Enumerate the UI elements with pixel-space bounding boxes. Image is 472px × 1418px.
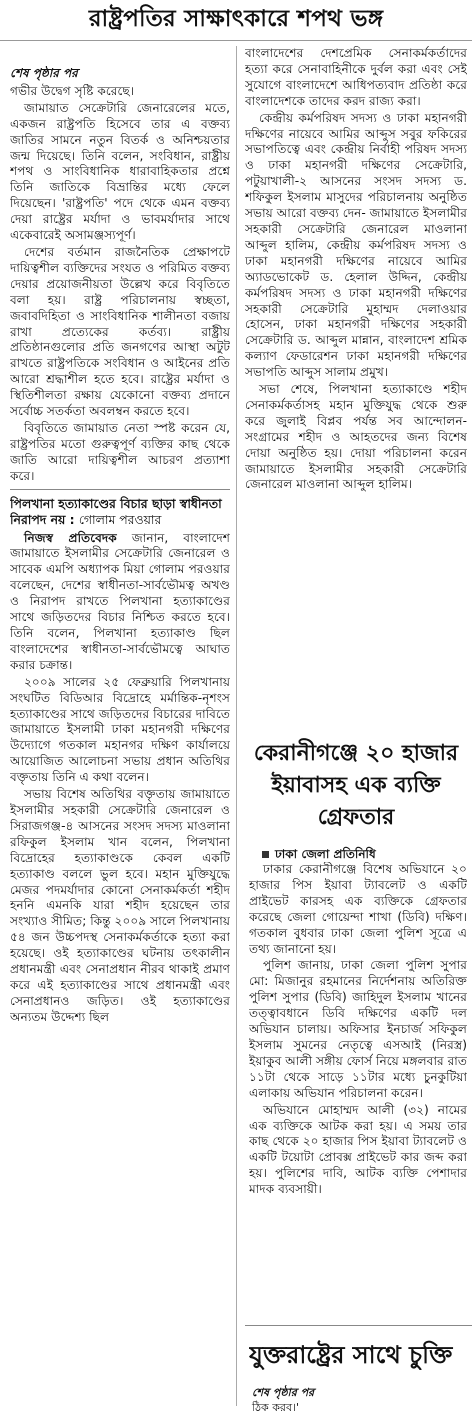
story1b-byline: নিজস্ব প্রতিবেদক [24,530,117,545]
story1c-paragraph-3: সভা শেষে, পিলখানা হত্যাকাণ্ডে শহীদ সেনাকর্মকর্তাসহ মহান মুক্তিযুদ্ধ থেকে শুরু করে জুলাই বিপ্লব পর্যন্ত সব আন্দোলন-সংগ্রামের শহীদ ও আহতদের জন্য বিশেষ দোয়া অনুষ্ঠিত হয়। দোয়া পরিচালনা করেন জামায়াতে ইসলামীর সহকারী সেক্রেটারি জেনারেল মাওলানা আব্দুল হালিম। [245,382,467,492]
story2-headline: কেরানীগঞ্জে ২০ হাজার ইয়াবাসহ এক ব্যক্তি গ্রেফতার [253,741,459,830]
story1b-paragraph-3: সভায় বিশেষ অতিথির বক্তৃতায় জামায়াতে ইসলামীর সহকারী সেক্রেটারি জেনারেল ও সিরাজগঞ্জ-৪ আসনের সংসদ সদস্য মাওলানা রফিকুল ইসলাম খান বলেন, পিলখানা বিদ্রোহের হত্যাকাণ্ডকে কেবল একটি হত্যাকাণ্ড বললে ভুল হবে। মহান মুক্তিযুদ্ধে মেজর পদমর্যাদার কোনো সেনাকর্মকর্তা শহীদ হননি এমনকি যারা শহীদ হয়েছেন তার সংখ্যাও সীমিত; কিন্তু ২০০৯ সালে পিলখানায় ৫৪ জন উচ্চপদস্থ সেনাকর্মকর্তাকে হত্যা করা হয়েছে। ওই হত্যাকাণ্ডের ঘটনায় তৎকালীন প্রধানমন্ত্রী এবং সেনাপ্রধান নীরব থাকাই প্রমাণ করে এই হত্যাকাণ্ডের সাথে প্রধানমন্ত্রী এবং সেনাপ্রধানও জড়িত। ওই হত্যাকাণ্ডের অন্যতম উদ্দেশ্য ছিল [10,787,230,1024]
story1c-paragraph-1: বাংলাদেশের দেশপ্রেমিক সেনাকর্মকর্তাদের হত্যা করে সেনাবাহিনীকে দুর্বল করা এবং সেই সুযোগে বাংলাদেশে আধিপত্যবাদ প্রতিষ্ঠা করে বাংলাদেশকে তাদের করদ রাজ্য করা। [245,46,467,108]
story1b-paragraph-2: ২০০৯ সালের ২৫ ফেব্রুয়ারি পিলখানায় সংঘটিত বিডিআর বিদ্রোহে মর্মান্তিক-নৃশংস হত্যাকাণ্ডের সাথে জড়িতদের বিচারের দাবিতে জামায়াতে ইসলামী ঢাকা মহানগরী দক্ষিণের উদ্যোগে গতকাল মহানগর দক্ষিণ কার্যালয়ে আয়োজিত আলোচনা সভায় প্রধান অতিথির বক্তৃতায় তিনি এ কথা বলেন। [10,674,230,785]
story1b-subhead-author: গোলাম পরওয়ার [78,511,162,527]
story1-paragraph-3: দেশের বর্তমান রাজনৈতিক প্রেক্ষাপটে দায়িত্বশীল ব্যক্তিদের সংযত ও পরিমিত বক্তব্য দেয়ার প্রয়োজনীয়তা উল্লেখ করে বিবৃতিতে বলা হয়। রাষ্ট্র পরিচালনায় স্বচ্ছতা, জবাবদিহিতা ও সাংবিধানিক শালীনতা বজায় রাখা প্রত্যেকের কর্তব্য। রাষ্ট্রীয় প্রতিষ্ঠানগুলোর প্রতি জনগণের আস্থা অটুট রাখতে রাষ্ট্রপতিকে সংবিধান ও আইনের প্রতি আরো শ্রদ্ধাশীল হতে হবে। রাষ্ট্রের মর্যাদা ও স্থিতিশীলতা রক্ষায় যেকোনো বক্তব্য প্রদানে সর্বোচ্চ সতর্কতা অবলম্বন করতে হবে। [10,244,230,419]
headline-rule [0,40,472,41]
main-headline: রাষ্ট্রপতির সাক্ষাৎকারে শপথ ভঙ্গ [88,6,384,32]
story1-jump-label: শেষ পৃষ্ঠার পর [10,66,78,80]
story3-tail-text: ঠিক করব।' [252,1401,300,1414]
section-divider [10,489,230,490]
story1-paragraph-2: জামায়াত সেক্রেটারি জেনারেলের মতে, একজন রাষ্ট্রপতি হিসেবে তার এ বক্তব্য জাতির সামনে নতুন বিতর্ক ও অনিশ্চয়তার জন্ম দিয়েছে। তিনি বলেন, সংবিধান, রাষ্ট্রীয় শপথ ও সাংবিধানিক ধারাবাহিকতার প্রশ্নে তিনি জাতিকে বিভ্রান্তির মধ্যে ফেলে দিয়েছেন। 'রাষ্ট্রপতি' পদে থেকে এমন বক্তব্য দেয়া রাষ্ট্রের মর্যাদা ও ভাবমর্যাদার সাথে একেবারেই অসামঞ্জস্যপূর্ণ। [10,100,230,243]
story3-headline: যুক্তরাষ্ট্রের সাথে চুক্তি [249,1341,453,1369]
story2-paragraph-1: ঢাকার কেরানীগঞ্জে বিশেষ অভিযানে ২০ হাজার পিস ইয়াবা ট্যাবলেট ও একটি প্রাইভেট কারসহ এক ব্যক্তিকে গ্রেফতার করেছে জেলা গোয়েন্দা শাখা (ডিবি) দক্ষিণ। গতকাল বুধবার ঢাকা জেলা পুলিশ সূত্রে এ তথ্য জানানো হয়। [249,862,467,956]
story2-byline-text: ঢাকা জেলা প্রতিনিধি [275,847,376,861]
story1b-subhead [10,496,230,528]
story2-paragraph-3: অভিযানে মোহাম্মদ আলী (৩২) নামের এক ব্যক্তিকে আটক করা হয়। এ সময় তার কাছ থেকে ২০ হাজার পিস ইয়াবা ট্যাবলেট ও একটি টয়োটা প্রোবক্স প্রাইভেট কার জব্দ করা হয়। পুলিশের দাবি, আটক ব্যক্তি পেশাদার মাদক ব্যবসায়ী। [249,1102,467,1197]
column-divider [236,46,237,1406]
story2-paragraph-2: পুলিশ জানায়, ঢাকা জেলা পুলিশ সুপার মো: মিজানুর রহমানের নির্দেশনায় অতিরিক্ত পুলিশ সুপার (ডিবি) জাহিদুল ইসলাম খানের তত্ত্বাবধানে ডিবি দক্ষিণের একটি দল অভিযান চালায়। অফিসার ইনচার্জ সফিকুল ইসলাম সুমনের নেতৃত্বে এসআই (নিরস্ত্র) ইয়াকুব আলী সঙ্গীয় ফোর্স নিয়ে মঙ্গলবার রাত ১১টা থেকে সাড়ে ১১টার মধ্যে চুনকুটিয়া এলাকায় অভিযান পরিচালনা করেন। [249,958,467,1100]
story1b-paragraph-1 [10,531,230,674]
story1-right-column [245,46,467,494]
story1b-paragraph-1-text: জানান, বাংলাদেশ জামায়াতে ইসলামীর সেক্রেটারি জেনারেল ও সাবেক এমপি অধ্যাপক মিয়া গোলাম পরওয়ার বলেছেন, দেশের স্বাধীনতা-সার্বভৌমত্ব অখণ্ড ও নিরাপদ রাখতে পিলখানা হত্যাকাণ্ডের সাথে জড়িতদের বিচার নিশ্চিত করতে হবে। তিনি বলেন, পিলখানা হত্যাকাণ্ড ছিল বাংলাদেশের স্বাধীনতা-সার্বভৌমত্বে আঘাত করার চক্রান্ত। [10,530,230,672]
bullet-square-icon [262,851,269,858]
story3-jump-label: শেষ পৃষ্ঠার পর [252,1386,315,1399]
story1-paragraph-1: গভীর উদ্বেগ সৃষ্টি করেছে। [10,83,135,98]
story1b-subhead-text: পিলখানা হত্যাকাণ্ডের বিচার ছাড়া স্বাধীনতা নিরাপদ নয় : [10,495,222,527]
story1-left-column [10,66,230,1411]
story1c-paragraph-2: কেন্দ্রীয় কর্মপরিষদ সদস্য ও ঢাকা মহানগরী দক্ষিণের নায়েবে আমির আব্দুস সবুর ফকিরের সভাপতিত্বে এবং কেন্দ্রীয় নির্বাহী পরিষদ সদস্য ও ঢাকা মহানগরী দক্ষিণের সেক্রেটারি, পটুয়াখালী-২ আসনের সংসদ সদস্য ড. শফিকুল ইসলাম মাসুদের পরিচালনায় অনুষ্ঠিত সভায় আরো বক্তব্য দেন- জামায়াতে ইসলামীর সহকারী সেক্রেটারি জেনারেল মাওলানা আব্দুল হালিম, কেন্দ্রীয় কর্মপরিষদ সদস্য ও ঢাকা মহানগরী দক্ষিণের নায়েবে আমির অ্যাডভোকেট ড. হেলাল উদ্দিন, কেন্দ্রীয় কর্মপরিষদ সদস্য ও ঢাকা মহানগরী দক্ষিণের সহকারী সেক্রেটারি মুহাম্মদ দেলাওয়ার হোসেন, ঢাকা মহানগরী দক্ষিণের সহকারী সেক্রেটারি ড. আব্দুল মান্নান, বাংলাদেশ শ্রমিক কল্যাণ ফেডারেশন ঢাকা মহানগরী দক্ষিণের সভাপতি আব্দুস সালাম প্রমুখ। [245,110,467,380]
story1-paragraph-4: বিবৃতিতে জামায়াত নেতা স্পষ্ট করেন যে, রাষ্ট্রপতির মতো গুরুত্বপূর্ণ ব্যক্তির কাছ থেকে জাতি আরো দায়িত্বশীল আচরণ প্রত্যাশা করে। [10,420,230,483]
story3-rule [245,1325,472,1326]
story2-body [249,862,467,1199]
